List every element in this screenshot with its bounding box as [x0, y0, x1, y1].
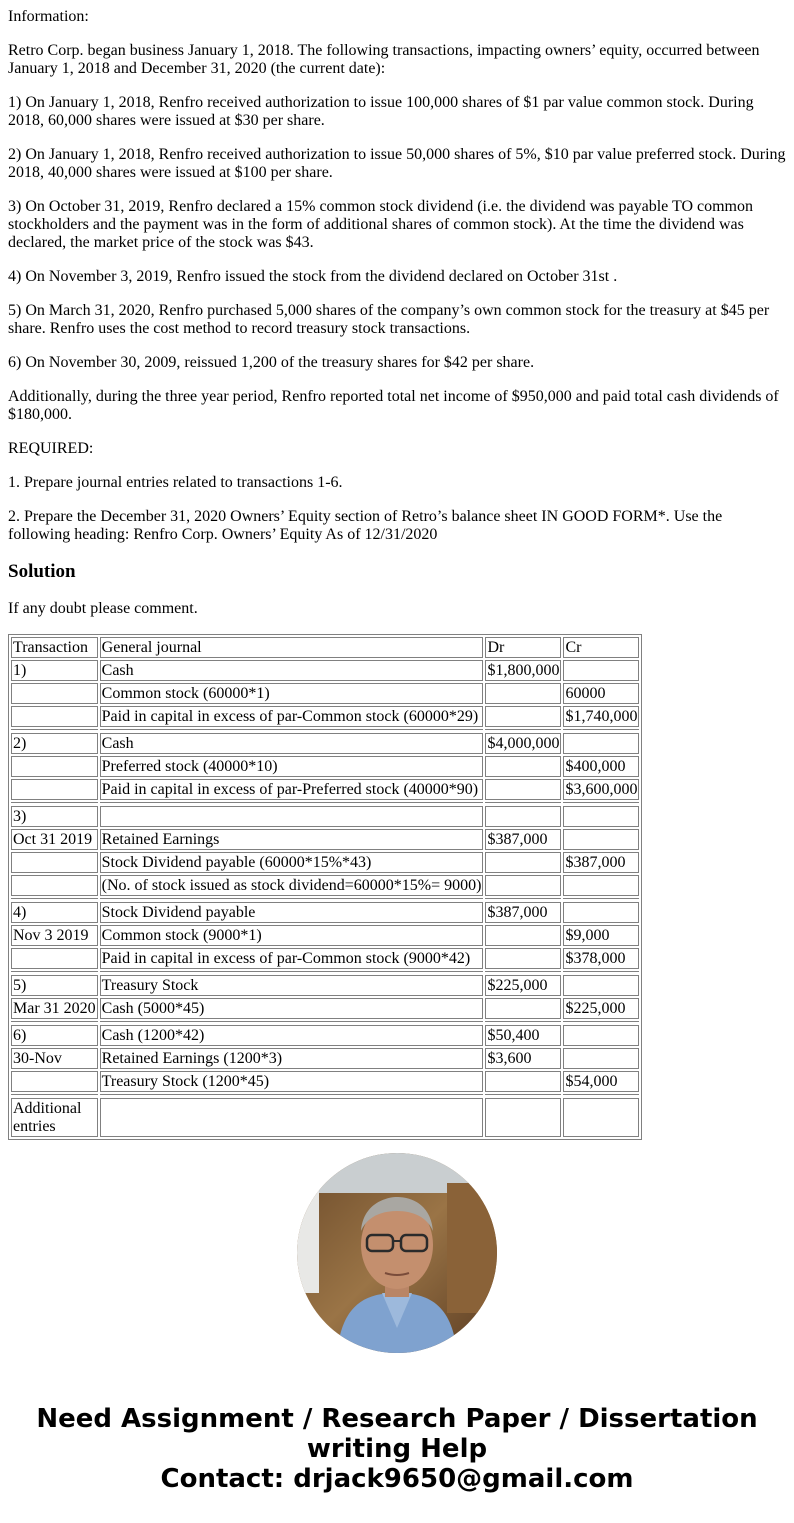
question-paragraph: 6) On November 30, 2009, reissued 1,200 of the treasury shares for $42 per share. — [8, 354, 535, 371]
group-separator — [11, 1094, 639, 1096]
credit-cell: $1,740,000 — [565, 708, 638, 725]
separator-cell — [100, 1094, 484, 1096]
account-cell: Preferred stock (40000*10) — [100, 756, 484, 777]
debit-cell: $1,800,000 — [487, 662, 560, 679]
table-row — [11, 875, 639, 896]
transaction-cell: 30-Nov — [11, 1048, 98, 1069]
account-cell: Common stock (9000*1) — [100, 925, 484, 946]
question-paragraph: 3) On October 31, 2019, Renfro declared a 15% common stock dividend (i.e. the dividend was payable TO common stockholders and the payment was in the form of additional shares of common stock). At the time the dividend was declared, the market price of the stock was $43. — [8, 198, 753, 251]
table-row — [11, 683, 639, 704]
table-row — [11, 852, 639, 873]
table-row — [11, 756, 639, 777]
group-separator — [11, 802, 639, 804]
separator-cell — [100, 898, 484, 900]
debit-cell — [485, 779, 561, 800]
transaction-cell: 3) — [11, 806, 98, 827]
header-general-journal: General journal — [100, 637, 484, 658]
separator-cell — [563, 729, 639, 731]
journal-table — [8, 634, 642, 1140]
account-cell: Cash — [100, 733, 484, 754]
credit-cell: $54,000 — [563, 1071, 639, 1092]
separator-cell — [563, 971, 639, 973]
transaction-cell — [11, 852, 98, 873]
separator-cell — [11, 971, 98, 973]
table-row — [11, 806, 639, 827]
table-row — [11, 975, 639, 996]
transaction-cell: 2) — [11, 733, 98, 754]
separator-cell — [485, 1021, 561, 1023]
debit-cell — [485, 875, 561, 896]
credit-cell — [563, 1025, 639, 1046]
group-separator — [11, 729, 639, 731]
separator-cell — [11, 1094, 98, 1096]
separator-cell — [11, 802, 98, 804]
credit-cell — [563, 806, 639, 827]
account-cell: (No. of stock issued as stock dividend=60000*15%= 9000) — [101, 877, 482, 894]
credit-cell — [563, 975, 639, 996]
transaction-cell — [11, 875, 98, 896]
debit-cell: $4,000,000 — [487, 735, 560, 752]
question-paragraph: 1) On January 1, 2018, Renfro received authorization to issue 100,000 shares of $1 par value common stock. During 2018, 60,000 shares were issued at $30 per share. — [8, 94, 754, 129]
credit-cell — [563, 902, 639, 923]
credit-cell — [563, 660, 639, 681]
author-avatar — [297, 1153, 497, 1353]
debit-cell — [485, 1071, 561, 1092]
credit-cell — [563, 733, 639, 754]
debit-cell: $50,400 — [485, 1025, 561, 1046]
group-separator — [11, 971, 639, 973]
debit-cell — [485, 998, 561, 1019]
table-row — [11, 925, 639, 946]
debit-cell — [485, 683, 561, 704]
debit-cell: $387,000 — [485, 829, 561, 850]
transaction-cell: Oct 31 2019 — [11, 829, 98, 850]
document-body — [8, 8, 788, 1140]
separator-cell — [100, 1021, 484, 1023]
account-cell: Cash (5000*45) — [100, 998, 484, 1019]
account-cell: Stock Dividend payable (60000*15%*43) — [100, 852, 484, 873]
debit-cell: $387,000 — [485, 902, 561, 923]
transaction-cell — [11, 779, 98, 800]
debit-cell: $3,600 — [485, 1048, 561, 1069]
header-transaction: Transaction — [11, 637, 98, 658]
account-cell: Retained Earnings — [100, 829, 484, 850]
transaction-cell — [11, 683, 98, 704]
account-cell: Cash (1200*42) — [100, 1025, 484, 1046]
question-paragraph: 2. Prepare the December 31, 2020 Owners’ Equity section of Retro’s balance sheet IN GOOD FORM*. Use the following heading: Renfro Corp. Owners’ Equity As of 12/31/2020 — [8, 508, 723, 543]
question-paragraph: 2) On January 1, 2018, Renfro received authorization to issue 50,000 shares of 5%, $10 par value preferred stock. During 2018, 40,000 shares were issued at $100 per share. — [8, 146, 786, 181]
header-cr: Cr — [563, 637, 639, 658]
separator-cell — [563, 802, 639, 804]
account-cell: Paid in capital in excess of par-Preferred stock (40000*90) — [100, 779, 484, 800]
account-cell — [100, 806, 484, 827]
table-row — [11, 1071, 639, 1092]
transaction-cell: Nov 3 2019 — [11, 925, 98, 946]
question-paragraph: 1. Prepare journal entries related to transactions 1-6. — [8, 474, 343, 491]
separator-cell — [563, 1094, 639, 1096]
transaction-cell — [11, 756, 98, 777]
table-row — [11, 1048, 639, 1069]
credit-cell — [563, 1048, 639, 1069]
promo-line-1: Need Assignment / Research Paper / Dissertation — [36, 1404, 758, 1434]
separator-cell — [563, 1021, 639, 1023]
debit-cell: $225,000 — [485, 975, 561, 996]
separator-cell — [485, 802, 561, 804]
separator-cell — [100, 802, 484, 804]
question-paragraphs — [8, 42, 788, 544]
credit-cell: $387,000 — [563, 852, 639, 873]
transaction-cell: Additional entries — [11, 1098, 98, 1137]
table-header-row — [11, 637, 639, 658]
credit-cell: $9,000 — [563, 925, 639, 946]
group-separator — [11, 1021, 639, 1023]
debit-cell — [485, 706, 561, 727]
credit-cell: 60000 — [563, 683, 639, 704]
separator-cell — [11, 898, 98, 900]
credit-cell — [563, 1098, 639, 1137]
question-paragraph: 5) On March 31, 2020, Renfro purchased 5,000 shares of the company’s own common stock for the treasury at $45 per share. Renfro uses the cost method to record treasury stock transactions. — [8, 302, 770, 337]
table-row — [11, 829, 639, 850]
transaction-cell: 6) — [11, 1025, 98, 1046]
credit-cell: $3,600,000 — [565, 781, 638, 798]
transaction-cell — [11, 948, 98, 969]
table-row — [11, 1098, 639, 1137]
solution-note: If any doubt please comment. — [8, 600, 198, 617]
account-cell: Treasury Stock — [100, 975, 484, 996]
separator-cell — [11, 729, 98, 731]
solution-title: Solution — [8, 561, 76, 582]
debit-cell — [485, 948, 561, 969]
table-row — [11, 1025, 639, 1046]
account-cell: Stock Dividend payable — [100, 902, 484, 923]
question-paragraph: Retro Corp. began business January 1, 2018. The following transactions, impacting owners’ equity, occurred between January 1, 2018 and December 31, 2020 (the current date): — [8, 42, 760, 77]
promo-contact: Contact: drjack9650@gmail.com — [160, 1464, 634, 1494]
separator-cell — [485, 1094, 561, 1096]
account-cell: Paid in capital in excess of par-Common stock (9000*42) — [100, 948, 484, 969]
transaction-cell: 4) — [11, 902, 98, 923]
separator-cell — [485, 971, 561, 973]
account-cell: Retained Earnings (1200*3) — [100, 1048, 484, 1069]
account-cell — [100, 1098, 484, 1137]
transaction-cell: 5) — [11, 975, 98, 996]
account-cell: Paid in capital in excess of par-Common stock (60000*29) — [100, 706, 484, 727]
group-separator — [11, 898, 639, 900]
transaction-cell: 1) — [11, 660, 98, 681]
debit-cell — [485, 806, 561, 827]
separator-cell — [563, 898, 639, 900]
author-photo — [297, 1153, 497, 1353]
debit-cell — [485, 852, 561, 873]
account-cell: Common stock (60000*1) — [100, 683, 484, 704]
debit-cell — [485, 756, 561, 777]
transaction-cell — [11, 1071, 98, 1092]
info-heading: Information: — [8, 8, 89, 25]
account-cell: Treasury Stock (1200*45) — [100, 1071, 484, 1092]
transaction-cell — [11, 706, 98, 727]
credit-cell — [563, 829, 639, 850]
separator-cell — [11, 1021, 98, 1023]
account-cell: Cash — [100, 660, 484, 681]
separator-cell — [100, 971, 484, 973]
question-paragraph: Additionally, during the three year period, Renfro reported total net income of $950,000 and paid total cash dividends of $180,000. — [8, 388, 779, 423]
credit-cell: $225,000 — [563, 998, 639, 1019]
promo-footer — [0, 1404, 794, 1494]
separator-cell — [485, 898, 561, 900]
separator-cell — [485, 729, 561, 731]
promo-line-2: writing Help — [306, 1434, 488, 1464]
table-row — [11, 779, 639, 800]
header-dr: Dr — [485, 637, 561, 658]
debit-cell — [485, 925, 561, 946]
table-row — [11, 948, 639, 969]
transaction-cell: Mar 31 2020 — [13, 1000, 96, 1017]
table-row — [11, 660, 639, 681]
table-row — [11, 902, 639, 923]
table-row — [11, 733, 639, 754]
debit-cell — [485, 1098, 561, 1137]
table-row — [11, 998, 639, 1019]
credit-cell: $400,000 — [563, 756, 639, 777]
table-row — [11, 706, 639, 727]
credit-cell — [563, 875, 639, 896]
credit-cell: $378,000 — [563, 948, 639, 969]
question-paragraph: REQUIRED: — [8, 440, 94, 457]
separator-cell — [100, 729, 484, 731]
question-paragraph: 4) On November 3, 2019, Renfro issued the stock from the dividend declared on October 31st . — [8, 268, 618, 285]
